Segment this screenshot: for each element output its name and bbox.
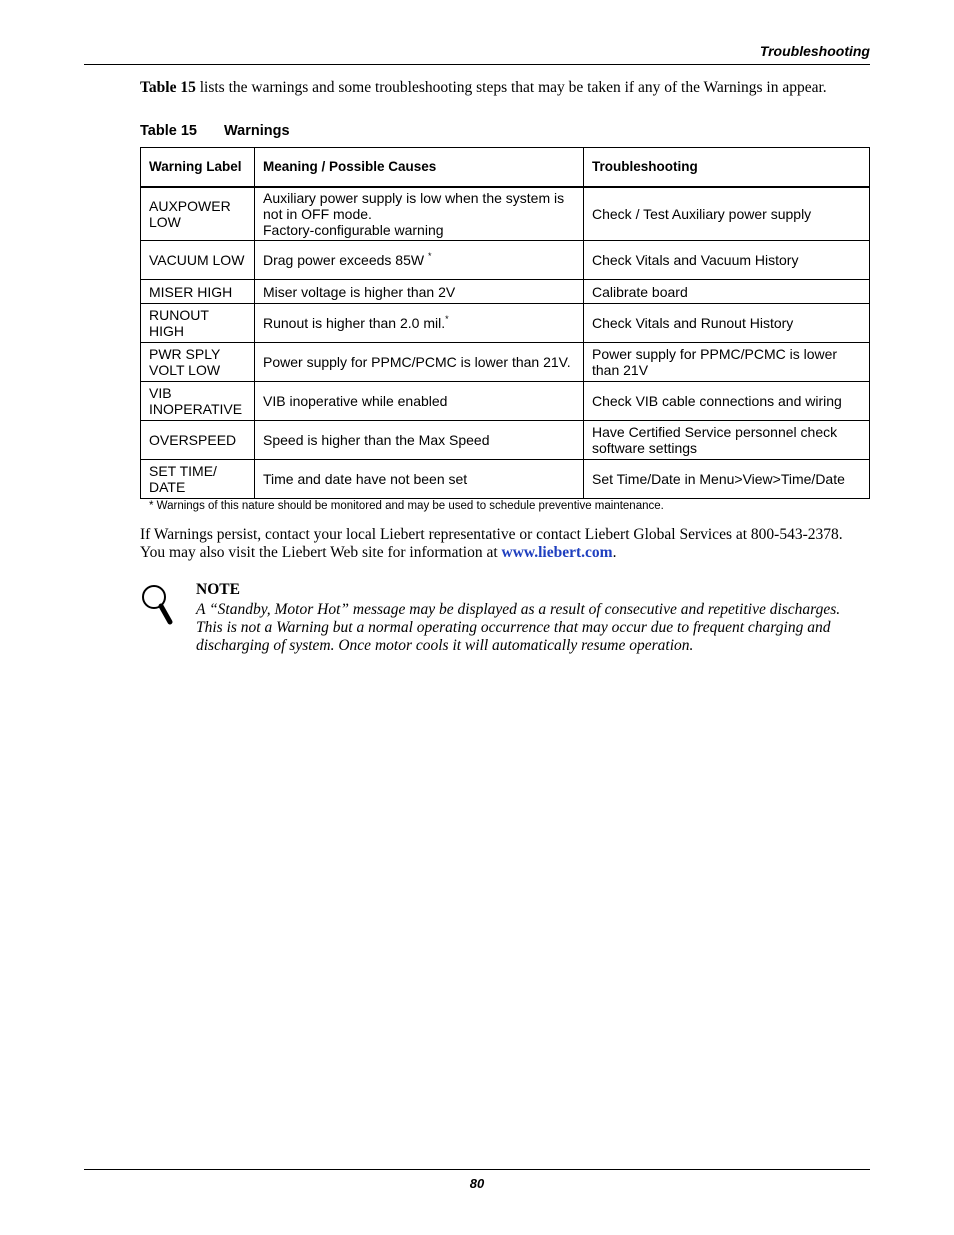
intro-text: lists the warnings and some troubleshooting steps that may be taken if any of the Warnings in appear. [195,79,827,96]
table-row [141,460,870,499]
meaning-line [263,190,575,222]
meaning-text: Drag power exceeds 85W [263,252,428,268]
running-header: Troubleshooting [759,43,870,59]
table-row [141,343,870,382]
meaning-line [263,471,575,487]
warning-label-cell: AUXPOWER LOW [141,187,255,241]
contact-text: If Warnings persist, contact your local Liebert representative or contact Liebert Global Services at 800-543-2378. You may also visit the Liebert Web site for information at [140,526,843,561]
troubleshooting-cell: Calibrate board [584,280,870,304]
magnifier-icon [140,584,174,626]
troubleshooting-cell: Check / Test Auxiliary power supply [584,187,870,241]
meaning-line [263,315,575,331]
header-meaning: Meaning / Possible Causes [255,148,584,187]
meaning-line [263,393,575,409]
warning-label-cell: OVERSPEED [141,421,255,460]
troubleshooting-cell: Check VIB cable connections and wiring [584,382,870,421]
meaning-cell [255,343,584,382]
table-caption-number: Table 15 [140,123,197,139]
meaning-cell [255,241,584,280]
warnings-table [140,147,870,499]
troubleshooting-cell: Power supply for PPMC/PCMC is lower than 21V [584,343,870,382]
table-row [141,382,870,421]
meaning-cell [255,280,584,304]
footer-rule [84,1169,870,1170]
table-row [141,304,870,343]
meaning-line [263,252,575,268]
table-caption [140,123,290,139]
troubleshooting-cell: Check Vitals and Vacuum History [584,241,870,280]
warning-label-cell: SET TIME/ DATE [141,460,255,499]
contact-paragraph [140,526,870,562]
table-row [141,421,870,460]
footnote-marker: * [445,314,449,324]
meaning-text: Speed is higher than the Max Speed [263,432,490,448]
meaning-cell [255,421,584,460]
page-number: 80 [469,1176,485,1191]
meaning-text: Auxiliary power supply is low when the system is not in OFF mode. [263,189,565,222]
meaning-text: Miser voltage is higher than 2V [263,283,456,300]
meaning-text: Power supply for PPMC/PCMC is lower than 21V. [263,354,571,370]
meaning-text: Time and date have not been set [263,471,468,487]
table-header-row [141,148,870,187]
warning-label-cell: PWR SPLY VOLT LOW [141,343,255,382]
troubleshooting-cell: Check Vitals and Runout History [584,304,870,343]
warning-label-cell: RUNOUT HIGH [141,304,255,343]
intro-paragraph [140,79,870,97]
meaning-line [263,284,575,300]
warning-label-cell: VIB INOPERATIVE [141,382,255,421]
meaning-cell [255,304,584,343]
table-footnote: * Warnings of this nature should be monitored and may be used to schedule preventive maintenance. [149,500,664,512]
table-row [141,187,870,241]
meaning-cell [255,460,584,499]
table-caption-title: Warnings [224,123,290,139]
warning-label-cell: VACUUM LOW [141,241,255,280]
meaning-text: VIB inoperative while enabled [263,393,448,409]
meaning-cell [255,382,584,421]
meaning-line [263,354,575,370]
footnote-marker: * [427,251,432,261]
meaning-line [263,222,575,238]
note-text: A “Standby, Motor Hot” message may be displayed as a result of consecutive and repetitive discharges. This is not a Warning but a normal operating occurrence that may occur due to frequent charging and discharging of system. Once motor cools it will automatically resume operation. [196,601,841,654]
meaning-line [263,432,575,448]
header-warning-label: Warning Label [141,148,255,187]
meaning-text: Factory-configurable warning [263,221,444,238]
meaning-cell [255,187,584,241]
table-row [141,280,870,304]
contact-end: . [612,544,617,561]
meaning-text: Runout is higher than 2.0 mil. [263,315,446,331]
table-row [141,241,870,280]
header-troubleshooting: Troubleshooting [584,148,870,187]
table-reference: Table 15 [140,79,196,96]
warning-label-cell: MISER HIGH [141,280,255,304]
header-rule [84,64,870,65]
troubleshooting-cell: Set Time/Date in Menu>View>Time/Date [584,460,870,499]
liebert-website-link[interactable]: www.liebert.com [501,544,613,561]
troubleshooting-cell: Have Certified Service personnel check software settings [584,421,870,460]
note-title: NOTE [196,581,240,598]
